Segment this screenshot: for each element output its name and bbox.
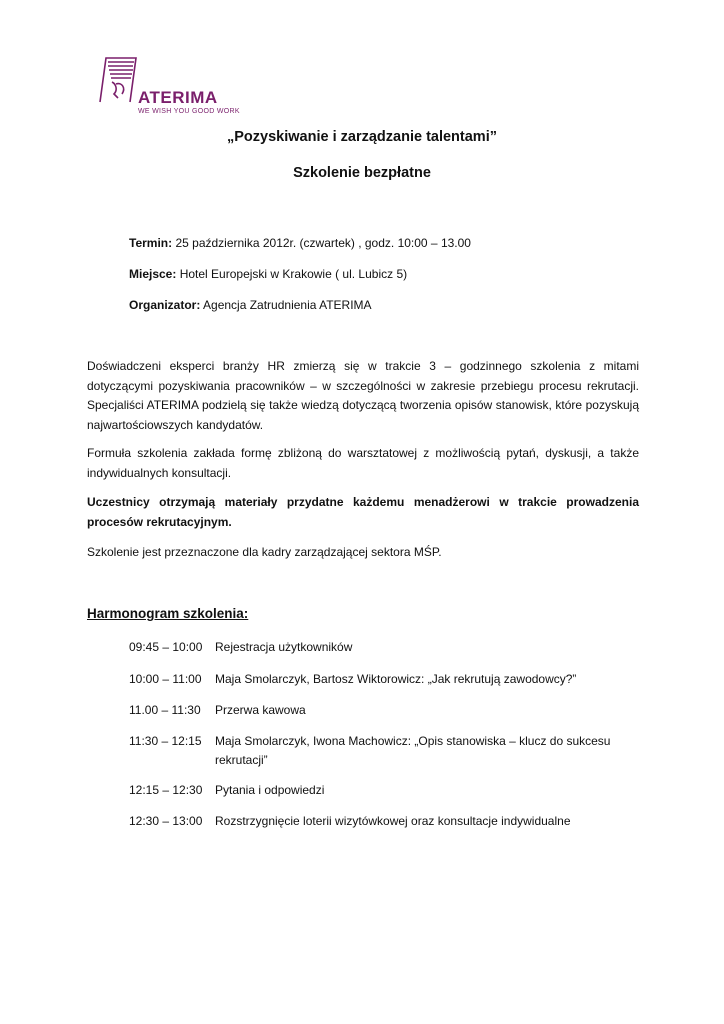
schedule-desc: Przerwa kawowa xyxy=(215,703,306,717)
schedule-time: 11.00 – 11:30 xyxy=(129,703,201,717)
schedule-time: 11:30 – 12:15 xyxy=(129,734,202,748)
meta-miejsce-value: Hotel Europejski w Krakowie ( ul. Lubicz 5) xyxy=(176,267,408,281)
document-subtitle: Szkolenie bezpłatne xyxy=(293,165,431,181)
schedule-desc: Maja Smolarczyk, Iwona Machowicz: „Opis stanowiska – klucz do sukcesu rekrutacji” xyxy=(215,734,611,767)
logo-tagline: WE WISH YOU GOOD WORK xyxy=(138,108,240,115)
paragraph-description: Doświadczeni eksperci branży HR zmierzą się w trakcie 3 – godzinnego szkolenia z mitami dotyczącymi pozyskiwania pracowników – w szczególności w zakresie przebiegu procesu rekrutacji. Specjaliści ATERIMA podzielą się także wiedzą dotyczącą tworzenia opisów stanowisk, które pozyskują najwartościowszych kandydatów. xyxy=(87,359,639,432)
schedule-time: 10:00 – 11:00 xyxy=(129,672,202,686)
schedule-time: 12:15 – 12:30 xyxy=(129,783,203,797)
schedule-desc: Pytania i odpowiedzi xyxy=(215,783,325,797)
schedule-desc: Rejestracja użytkowników xyxy=(215,640,353,654)
paragraph-audience: Szkolenie jest przeznaczone dla kadry zarządzającej sektora MŚP. xyxy=(87,545,442,559)
aterima-logo xyxy=(96,54,246,120)
meta-termin-value: 25 października 2012r. (czwartek) , godz. 10:00 – 13.00 xyxy=(172,236,471,250)
meta-miejsce xyxy=(129,267,407,281)
schedule-time: 09:45 – 10:00 xyxy=(129,640,203,654)
meta-organizator-label: Organizator: xyxy=(129,298,201,312)
schedule-desc: Maja Smolarczyk, Bartosz Wiktorowicz: „Jak rekrutują zawodowcy?” xyxy=(215,672,577,686)
paragraph-materials: Uczestnicy otrzymają materiały przydatne każdemu menadżerowi w trakcie prowadzenia procesów rekrutacyjnym. xyxy=(87,495,639,529)
logo-emblem-icon xyxy=(96,54,140,106)
document-title: „Pozyskiwanie i zarządzanie talentami” xyxy=(227,129,497,145)
paragraph-format: Formuła szkolenia zakłada formę zbliżoną do warsztatowej z możliwością pytań, dyskusji, a także indywidualnych konsultacji. xyxy=(87,446,639,480)
meta-termin xyxy=(129,236,471,250)
schedule-desc: Rozstrzygnięcie loterii wizytówkowej oraz konsultacje indywidualne xyxy=(215,814,571,828)
meta-miejsce-label: Miejsce: xyxy=(129,267,177,281)
meta-organizator-value: Agencja Zatrudnienia ATERIMA xyxy=(200,298,372,312)
schedule-time: 12:30 – 13:00 xyxy=(129,814,203,828)
meta-organizator xyxy=(129,298,372,312)
meta-termin-label: Termin: xyxy=(129,236,173,250)
logo-brand: ATERIMA xyxy=(138,88,218,107)
schedule-heading: Harmonogram szkolenia: xyxy=(87,606,249,621)
